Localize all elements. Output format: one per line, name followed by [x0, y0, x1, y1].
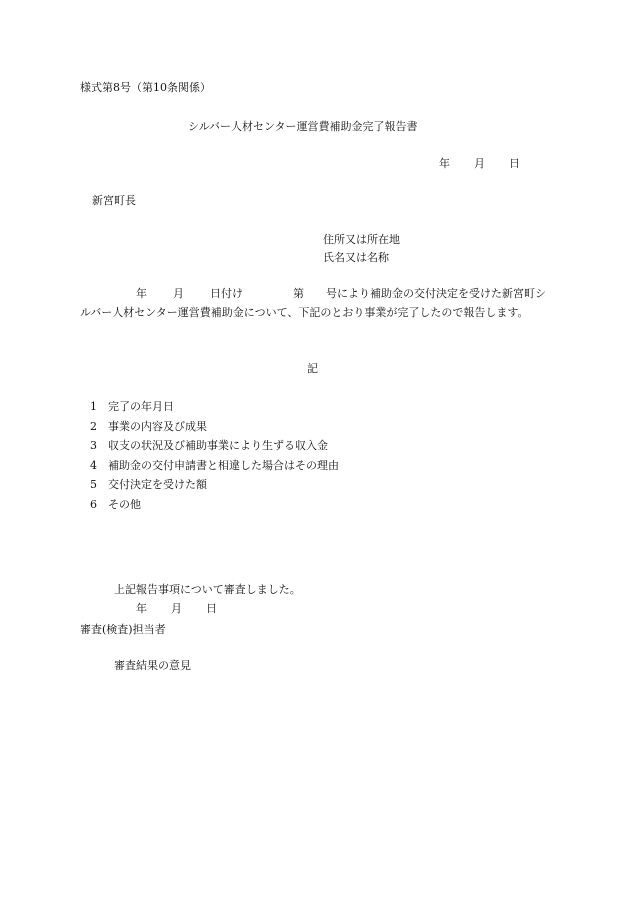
body-text: 号により補助金の交付決定を受けた新宮町シルバー人材センター運営費補助金について、下記のとおり事業が完了したので報告します。 — [80, 287, 546, 319]
item-number: 2 — [90, 419, 97, 433]
list-item — [90, 436, 339, 456]
list-item — [90, 456, 339, 476]
date-month: 月 — [474, 157, 485, 170]
item-label: その他 — [108, 497, 141, 511]
item-label: 補助金の交付申請書と相違した場合はその理由 — [108, 458, 339, 472]
item-number: 1 — [90, 400, 97, 413]
review-day: 日 — [206, 602, 217, 615]
review-month: 月 — [171, 602, 182, 615]
list-item — [90, 397, 339, 417]
body-year: 年 — [136, 287, 147, 300]
report-date — [439, 156, 520, 173]
item-number: 4 — [90, 458, 97, 472]
item-label: 事業の内容及び成果 — [108, 419, 207, 433]
item-label: 収支の状況及び補助事業により生ずる収入金 — [108, 439, 328, 453]
address-label: 住所又は所在地 — [323, 233, 400, 246]
applicant-block — [323, 231, 400, 267]
item-number: 3 — [90, 439, 97, 453]
item-label: 交付決定を受けた額 — [108, 478, 207, 492]
item-number: 6 — [90, 497, 97, 511]
name-label: 氏名又は名称 — [323, 251, 389, 264]
review-year: 年 — [136, 602, 147, 615]
item-label: 完了の年月日 — [108, 400, 174, 413]
body-day-dated: 日付け — [210, 287, 243, 300]
date-year: 年 — [439, 157, 450, 170]
body-month: 月 — [173, 287, 184, 300]
list-item — [90, 417, 339, 437]
item-list — [90, 397, 339, 515]
ki-heading: 記 — [307, 362, 318, 375]
addressee: 新宮町長 — [92, 194, 136, 207]
form-number: 様式第8号（第10条関係） — [80, 81, 211, 94]
document-title: シルバー人材センター運営費補助金完了報告書 — [188, 120, 418, 133]
body-number-prefix: 第 — [293, 287, 304, 300]
inspector-label: 審査(検査)担当者 — [80, 623, 166, 636]
list-item — [90, 495, 339, 515]
opinion-label: 審査結果の意見 — [114, 659, 191, 672]
review-date — [136, 601, 217, 618]
date-day: 日 — [509, 157, 520, 170]
report-body — [80, 284, 550, 322]
list-item — [90, 475, 339, 495]
review-note: 上記報告事項について審査しました。 — [114, 583, 301, 596]
item-number: 5 — [90, 478, 97, 492]
